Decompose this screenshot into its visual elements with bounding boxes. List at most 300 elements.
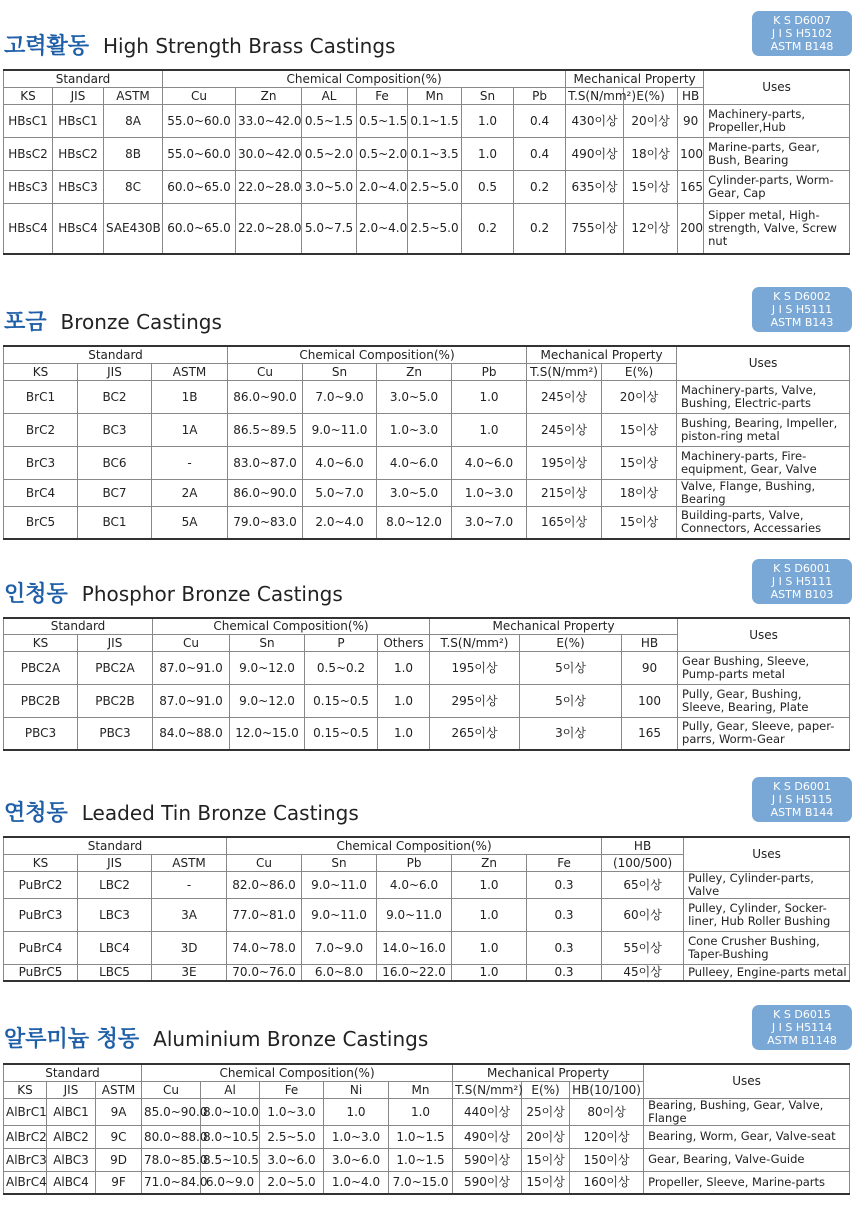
badge-jis: J I S H5115 xyxy=(771,793,833,806)
table-cell: - xyxy=(152,871,227,898)
uses-cell: Machinery-parts, Fire-equipment, Gear, Valve xyxy=(677,446,850,479)
table-cell: 5.0~7.0 xyxy=(303,479,377,506)
table-cell: 8.5~10.5 xyxy=(201,1148,260,1171)
column-header: Cu xyxy=(227,854,302,871)
table-cell: 4.0~6.0 xyxy=(377,446,452,479)
table-cell: 8.0~10.5 xyxy=(201,1125,260,1148)
table-cell: 1.0~3.0 xyxy=(324,1125,389,1148)
table-cell: 8A xyxy=(104,104,163,137)
phosphor-title-ko: 인청동 xyxy=(4,582,68,607)
table-cell: 590이상 xyxy=(453,1148,522,1171)
column-header: KS xyxy=(4,634,78,651)
table-cell: 3.0~6.0 xyxy=(324,1148,389,1171)
column-header: Pb xyxy=(377,854,452,871)
table-cell: 490이상 xyxy=(566,137,624,170)
header-uses: Uses xyxy=(644,1064,850,1098)
table-cell: 245이상 xyxy=(527,380,602,413)
column-header: E(%) xyxy=(602,363,677,380)
table-cell: 1.0~1.5 xyxy=(389,1148,453,1171)
table-cell: 78.0~85.0 xyxy=(142,1148,201,1171)
table-cell: HBsC2 xyxy=(4,137,53,170)
column-header: Zn xyxy=(236,87,302,104)
phosphor-title-en: Phosphor Bronze Castings xyxy=(81,582,343,606)
table-cell: 0.4 xyxy=(514,137,566,170)
column-header: P xyxy=(305,634,378,651)
uses-cell: Propeller, Sleeve, Marine-parts xyxy=(644,1171,850,1194)
table-cell: 1.0 xyxy=(452,898,527,931)
table-cell: 3.0~6.0 xyxy=(260,1148,324,1171)
table-cell: 0.3 xyxy=(527,871,602,898)
table-cell: BrC2 xyxy=(4,413,78,446)
table-cell: 1A xyxy=(152,413,228,446)
table-cell: 55.0~60.0 xyxy=(163,104,236,137)
aluminium-title xyxy=(4,1022,428,1053)
column-header: E(%) xyxy=(522,1081,570,1098)
column-header: Mn xyxy=(389,1081,453,1098)
bronze-table-body xyxy=(4,380,850,539)
table-cell: AlBC2 xyxy=(47,1125,96,1148)
table-cell: 2A xyxy=(152,479,228,506)
table-cell: 100 xyxy=(678,137,704,170)
table-cell: 7.0~9.0 xyxy=(303,380,377,413)
table-cell: 1.0~3.0 xyxy=(377,413,452,446)
table-cell: 15이상 xyxy=(522,1148,570,1171)
column-header: KS xyxy=(4,87,53,104)
table-cell: 0.2 xyxy=(462,203,514,254)
table-row xyxy=(4,651,850,684)
table-cell: 60.0~65.0 xyxy=(163,170,236,203)
table-cell: 635이상 xyxy=(566,170,624,203)
header-uses: Uses xyxy=(684,837,850,871)
table-cell: 2.5~5.0 xyxy=(408,203,462,254)
table-cell: 4.0~6.0 xyxy=(452,446,527,479)
table-cell: 9A xyxy=(96,1098,142,1125)
table-cell: 80이상 xyxy=(570,1098,644,1125)
table-cell: 0.3 xyxy=(527,898,602,931)
table-row xyxy=(4,898,850,931)
table-cell: PBC2A xyxy=(78,651,153,684)
table-cell: 200 xyxy=(678,203,704,254)
table-cell: 1.0 xyxy=(452,931,527,964)
table-cell: PuBrC5 xyxy=(4,964,78,981)
brass-title xyxy=(4,29,395,60)
column-header: HB(10/100) xyxy=(570,1081,644,1098)
brass-table xyxy=(3,69,850,255)
aluminium-table xyxy=(3,1063,850,1195)
column-header: T.S(N/mm²) xyxy=(453,1081,522,1098)
table-cell: 6.0~9.0 xyxy=(201,1171,260,1194)
badge-ks: K S D6001 xyxy=(773,780,831,793)
table-cell: 430이상 xyxy=(566,104,624,137)
table-row xyxy=(4,203,850,254)
table-cell: 1.0~3.0 xyxy=(260,1098,324,1125)
table-cell: 86.0~90.0 xyxy=(228,479,303,506)
column-header: KS xyxy=(4,854,78,871)
table-cell: PBC2B xyxy=(4,684,78,717)
table-cell: HBsC1 xyxy=(4,104,53,137)
header-mechanical: Mechanical Property xyxy=(430,618,678,634)
column-header: HB xyxy=(678,87,704,104)
uses-cell: Machinery-parts, Valve, Bushing, Electric-parts xyxy=(677,380,850,413)
table-cell: 86.0~90.0 xyxy=(228,380,303,413)
table-cell: 1.0 xyxy=(462,104,514,137)
column-header: ASTM xyxy=(104,87,163,104)
table-cell: 1.0 xyxy=(452,380,527,413)
column-header: Cu xyxy=(142,1081,201,1098)
uses-cell: Gear, Bearing, Valve-Guide xyxy=(644,1148,850,1171)
table-cell: 590이상 xyxy=(453,1171,522,1194)
table-cell: PBC3 xyxy=(78,717,153,750)
table-cell: 0.5~1.5 xyxy=(302,104,357,137)
table-cell: 22.0~28.0 xyxy=(236,203,302,254)
table-cell: 90 xyxy=(622,651,678,684)
column-header: HB xyxy=(622,634,678,651)
table-cell: BC2 xyxy=(78,380,152,413)
header-chemical: Chemical Composition(%) xyxy=(153,618,430,634)
header-chemical: Chemical Composition(%) xyxy=(228,346,527,363)
bronze-title xyxy=(4,305,222,336)
uses-cell: Pully, Gear, Sleeve, paper-parrs, Worm-Gear xyxy=(678,717,850,750)
bronze-table xyxy=(3,345,850,540)
table-cell: BC1 xyxy=(78,506,152,539)
table-cell: 1.0 xyxy=(378,684,430,717)
table-cell: 1.0 xyxy=(452,413,527,446)
table-cell: 2.5~5.0 xyxy=(408,170,462,203)
table-cell: 90 xyxy=(678,104,704,137)
header-standard: Standard xyxy=(4,618,153,634)
uses-cell: Pulley, Cylinder, Socker-liner, Hub Roller Bushing xyxy=(684,898,850,931)
column-header: Others xyxy=(378,634,430,651)
table-cell: 60이상 xyxy=(602,898,684,931)
table-cell: 1.0 xyxy=(324,1098,389,1125)
table-cell: 215이상 xyxy=(527,479,602,506)
header-chemical: Chemical Composition(%) xyxy=(163,70,566,87)
table-cell: 71.0~84.0 xyxy=(142,1171,201,1194)
table-cell: 0.4 xyxy=(514,104,566,137)
table-cell: 7.0~9.0 xyxy=(302,931,377,964)
badge-jis: J I S H5111 xyxy=(771,575,833,588)
header-uses: Uses xyxy=(677,346,850,380)
uses-cell: Sipper metal, High-strength, Valve, Screw nut xyxy=(704,203,850,254)
uses-cell: Bushing, Bearing, Impeller, piston-ring metal xyxy=(677,413,850,446)
table-cell: 3D xyxy=(152,931,227,964)
table-cell: 20이상 xyxy=(602,380,677,413)
table-cell: 265이상 xyxy=(430,717,520,750)
table-cell: 9.0~11.0 xyxy=(302,898,377,931)
table-cell: 0.15~0.5 xyxy=(305,717,378,750)
bronze-title-en: Bronze Castings xyxy=(60,310,222,334)
aluminium-title-ko: 알루미늄 청동 xyxy=(4,1027,140,1052)
table-cell: 80.0~88.0 xyxy=(142,1125,201,1148)
table-row xyxy=(4,413,850,446)
table-cell: 1.0 xyxy=(378,651,430,684)
aluminium-standard-badge xyxy=(752,1005,852,1050)
table-cell: 15이상 xyxy=(602,413,677,446)
table-cell: 83.0~87.0 xyxy=(228,446,303,479)
table-cell: 0.1~1.5 xyxy=(408,104,462,137)
table-cell: 100 xyxy=(622,684,678,717)
table-cell: 2.0~4.0 xyxy=(357,203,408,254)
table-cell: 5이상 xyxy=(520,684,622,717)
table-cell: 60.0~65.0 xyxy=(163,203,236,254)
table-cell: 120이상 xyxy=(570,1125,644,1148)
table-cell: 7.0~15.0 xyxy=(389,1171,453,1194)
table-cell: 30.0~42.0 xyxy=(236,137,302,170)
column-header: Fe xyxy=(527,854,602,871)
table-cell: 2.0~5.0 xyxy=(260,1171,324,1194)
leaded-title-en: Leaded Tin Bronze Castings xyxy=(81,801,359,825)
badge-ks: K S D6015 xyxy=(773,1008,831,1021)
table-row xyxy=(4,1098,850,1125)
column-header: Cu xyxy=(228,363,303,380)
table-cell: LBC2 xyxy=(78,871,152,898)
uses-cell: Valve, Flange, Bushing, Bearing xyxy=(677,479,850,506)
table-cell: 9.0~12.0 xyxy=(230,651,305,684)
table-cell: 9.0~11.0 xyxy=(303,413,377,446)
table-cell: 84.0~88.0 xyxy=(153,717,230,750)
table-cell: 195이상 xyxy=(430,651,520,684)
table-cell: 1.0~3.0 xyxy=(452,479,527,506)
column-header: Fe xyxy=(357,87,408,104)
table-cell: PuBrC2 xyxy=(4,871,78,898)
table-cell: 440이상 xyxy=(453,1098,522,1125)
table-cell: HBsC3 xyxy=(53,170,104,203)
table-cell: 1.0 xyxy=(389,1098,453,1125)
column-header: T.S(N/mm²) xyxy=(430,634,520,651)
table-cell: HBsC3 xyxy=(4,170,53,203)
badge-jis: J I S H5114 xyxy=(771,1021,833,1034)
table-cell: 5A xyxy=(152,506,228,539)
column-header: Zn xyxy=(377,363,452,380)
table-cell: 15이상 xyxy=(602,506,677,539)
table-cell: 0.15~0.5 xyxy=(305,684,378,717)
table-cell: AlBC4 xyxy=(47,1171,96,1194)
table-cell: 295이상 xyxy=(430,684,520,717)
table-cell: 86.5~89.5 xyxy=(228,413,303,446)
table-cell: 3A xyxy=(152,898,227,931)
table-cell: 70.0~76.0 xyxy=(227,964,302,981)
table-cell: 77.0~81.0 xyxy=(227,898,302,931)
table-cell: 3.0~5.0 xyxy=(377,479,452,506)
leaded-standard-badge xyxy=(752,777,852,822)
table-cell: 2.0~4.0 xyxy=(303,506,377,539)
header-uses: Uses xyxy=(704,70,850,104)
table-row xyxy=(4,871,850,898)
table-cell: 0.2 xyxy=(514,203,566,254)
column-header: E(%) xyxy=(624,87,678,104)
header-mechanical: Mechanical Property xyxy=(527,346,677,363)
badge-astm: ASTM B148 xyxy=(770,40,834,53)
table-cell: 2.0~4.0 xyxy=(357,170,408,203)
table-cell: AlBrC2 xyxy=(4,1125,47,1148)
table-cell: 0.5~2.0 xyxy=(302,137,357,170)
table-cell: 5이상 xyxy=(520,651,622,684)
column-header: Cu xyxy=(163,87,236,104)
header-chemical: Chemical Composition(%) xyxy=(227,837,602,854)
header-hb: HB xyxy=(602,837,684,854)
table-cell: BrC5 xyxy=(4,506,78,539)
brass-section xyxy=(0,0,865,270)
table-cell: 55.0~60.0 xyxy=(163,137,236,170)
uses-cell: Cone Crusher Bushing, Taper-Bushing xyxy=(684,931,850,964)
table-row xyxy=(4,964,850,981)
uses-cell: Marine-parts, Gear, Bush, Bearing xyxy=(704,137,850,170)
column-header: JIS xyxy=(47,1081,96,1098)
column-header: KS xyxy=(4,363,78,380)
column-header: Zn xyxy=(452,854,527,871)
table-cell: LBC4 xyxy=(78,931,152,964)
table-cell: 9.0~12.0 xyxy=(230,684,305,717)
table-cell: 12이상 xyxy=(624,203,678,254)
table-cell: LBC3 xyxy=(78,898,152,931)
header-standard: Standard xyxy=(4,346,228,363)
table-row xyxy=(4,931,850,964)
header-standard: Standard xyxy=(4,837,227,854)
table-cell: 18이상 xyxy=(624,137,678,170)
header-mechanical: Mechanical Property xyxy=(566,70,704,87)
table-row xyxy=(4,506,850,539)
table-row xyxy=(4,479,850,506)
column-header: Sn xyxy=(462,87,514,104)
brass-title-en: High Strength Brass Castings xyxy=(103,34,396,58)
brass-table-body xyxy=(4,104,850,254)
table-cell: 1.0~1.5 xyxy=(389,1125,453,1148)
table-cell: 8C xyxy=(104,170,163,203)
table-cell: 8B xyxy=(104,137,163,170)
uses-cell: Pulleey, Engine-parts metal xyxy=(684,964,850,981)
table-cell: 9C xyxy=(96,1125,142,1148)
table-row xyxy=(4,104,850,137)
table-cell: 5.0~7.5 xyxy=(302,203,357,254)
table-cell: BrC4 xyxy=(4,479,78,506)
table-cell: 65이상 xyxy=(602,871,684,898)
table-cell: 165 xyxy=(678,170,704,203)
badge-jis: J I S H5102 xyxy=(771,27,833,40)
aluminium-table-body xyxy=(4,1098,850,1194)
table-cell: PuBrC4 xyxy=(4,931,78,964)
badge-jis: J I S H5111 xyxy=(771,303,833,316)
table-cell: 8.0~12.0 xyxy=(377,506,452,539)
table-cell: SAE430B xyxy=(104,203,163,254)
badge-astm: ASTM B103 xyxy=(770,588,834,601)
table-cell: 0.5 xyxy=(462,170,514,203)
table-cell: 150이상 xyxy=(570,1148,644,1171)
table-cell: 15이상 xyxy=(522,1171,570,1194)
column-header-hb-scale: (100/500) xyxy=(602,854,684,871)
table-cell: 0.3 xyxy=(527,931,602,964)
badge-astm: ASTM B143 xyxy=(770,316,834,329)
table-cell: AlBC3 xyxy=(47,1148,96,1171)
leaded-table-body xyxy=(4,871,850,981)
brass-title-ko: 고력활동 xyxy=(4,34,90,59)
column-header: Ni xyxy=(324,1081,389,1098)
table-cell: 3E xyxy=(152,964,227,981)
table-cell: - xyxy=(152,446,228,479)
badge-ks: K S D6007 xyxy=(773,14,831,27)
uses-cell: Bearing, Bushing, Gear, Valve, Flange xyxy=(644,1098,850,1125)
table-row xyxy=(4,1125,850,1148)
phosphor-table xyxy=(3,617,850,751)
table-cell: 9D xyxy=(96,1148,142,1171)
table-cell: 2.5~5.0 xyxy=(260,1125,324,1148)
table-cell: 195이상 xyxy=(527,446,602,479)
uses-cell: Gear Bushing, Sleeve, Pump-parts metal xyxy=(678,651,850,684)
table-cell: BrC3 xyxy=(4,446,78,479)
column-header: ASTM xyxy=(152,363,228,380)
table-cell: 160이상 xyxy=(570,1171,644,1194)
table-cell: BC3 xyxy=(78,413,152,446)
column-header: JIS xyxy=(53,87,104,104)
table-row xyxy=(4,717,850,750)
table-cell: PuBrC3 xyxy=(4,898,78,931)
table-cell: 1.0~4.0 xyxy=(324,1171,389,1194)
table-cell: 74.0~78.0 xyxy=(227,931,302,964)
column-header: Pb xyxy=(452,363,527,380)
table-cell: 16.0~22.0 xyxy=(377,964,452,981)
column-header: T.S(N/mm²) xyxy=(527,363,602,380)
table-cell: 85.0~90.0 xyxy=(142,1098,201,1125)
table-cell: 245이상 xyxy=(527,413,602,446)
leaded-table xyxy=(3,836,850,982)
column-header: E(%) xyxy=(520,634,622,651)
column-header: Mn xyxy=(408,87,462,104)
table-cell: 4.0~6.0 xyxy=(303,446,377,479)
table-cell: 87.0~91.0 xyxy=(153,684,230,717)
column-header: ASTM xyxy=(96,1081,142,1098)
table-cell: 82.0~86.0 xyxy=(227,871,302,898)
table-cell: AlBrC4 xyxy=(4,1171,47,1194)
table-cell: 1.0 xyxy=(452,871,527,898)
table-cell: HBsC1 xyxy=(53,104,104,137)
column-header: Al xyxy=(201,1081,260,1098)
table-cell: PBC2A xyxy=(4,651,78,684)
table-cell: 0.3 xyxy=(527,964,602,981)
table-cell: 79.0~83.0 xyxy=(228,506,303,539)
column-header: JIS xyxy=(78,363,152,380)
table-cell: 22.0~28.0 xyxy=(236,170,302,203)
table-cell: 9.0~11.0 xyxy=(302,871,377,898)
table-cell: 0.5~1.5 xyxy=(357,104,408,137)
table-cell: AlBC1 xyxy=(47,1098,96,1125)
table-cell: HBsC4 xyxy=(53,203,104,254)
table-cell: 20이상 xyxy=(624,104,678,137)
column-header: JIS xyxy=(78,634,153,651)
table-cell: 0.5~2.0 xyxy=(357,137,408,170)
badge-ks: K S D6002 xyxy=(773,290,831,303)
column-header: AL xyxy=(302,87,357,104)
table-cell: 25이상 xyxy=(522,1098,570,1125)
table-cell: 33.0~42.0 xyxy=(236,104,302,137)
uses-cell: Pulley, Cylinder-parts, Valve xyxy=(684,871,850,898)
table-cell: 15이상 xyxy=(602,446,677,479)
column-header: Pb xyxy=(514,87,566,104)
table-cell: 14.0~16.0 xyxy=(377,931,452,964)
table-cell: 20이상 xyxy=(522,1125,570,1148)
badge-astm: ASTM B144 xyxy=(770,806,834,819)
header-mechanical: Mechanical Property xyxy=(453,1064,644,1081)
header-chemical: Chemical Composition(%) xyxy=(142,1064,453,1081)
table-row xyxy=(4,170,850,203)
table-cell: 1.0 xyxy=(462,137,514,170)
table-row xyxy=(4,137,850,170)
table-cell: 0.2 xyxy=(514,170,566,203)
phosphor-title xyxy=(4,577,343,608)
table-cell: 3.0~7.0 xyxy=(452,506,527,539)
table-cell: 3.0~5.0 xyxy=(302,170,357,203)
header-standard: Standard xyxy=(4,1064,142,1081)
table-row xyxy=(4,1148,850,1171)
table-cell: AlBrC1 xyxy=(4,1098,47,1125)
